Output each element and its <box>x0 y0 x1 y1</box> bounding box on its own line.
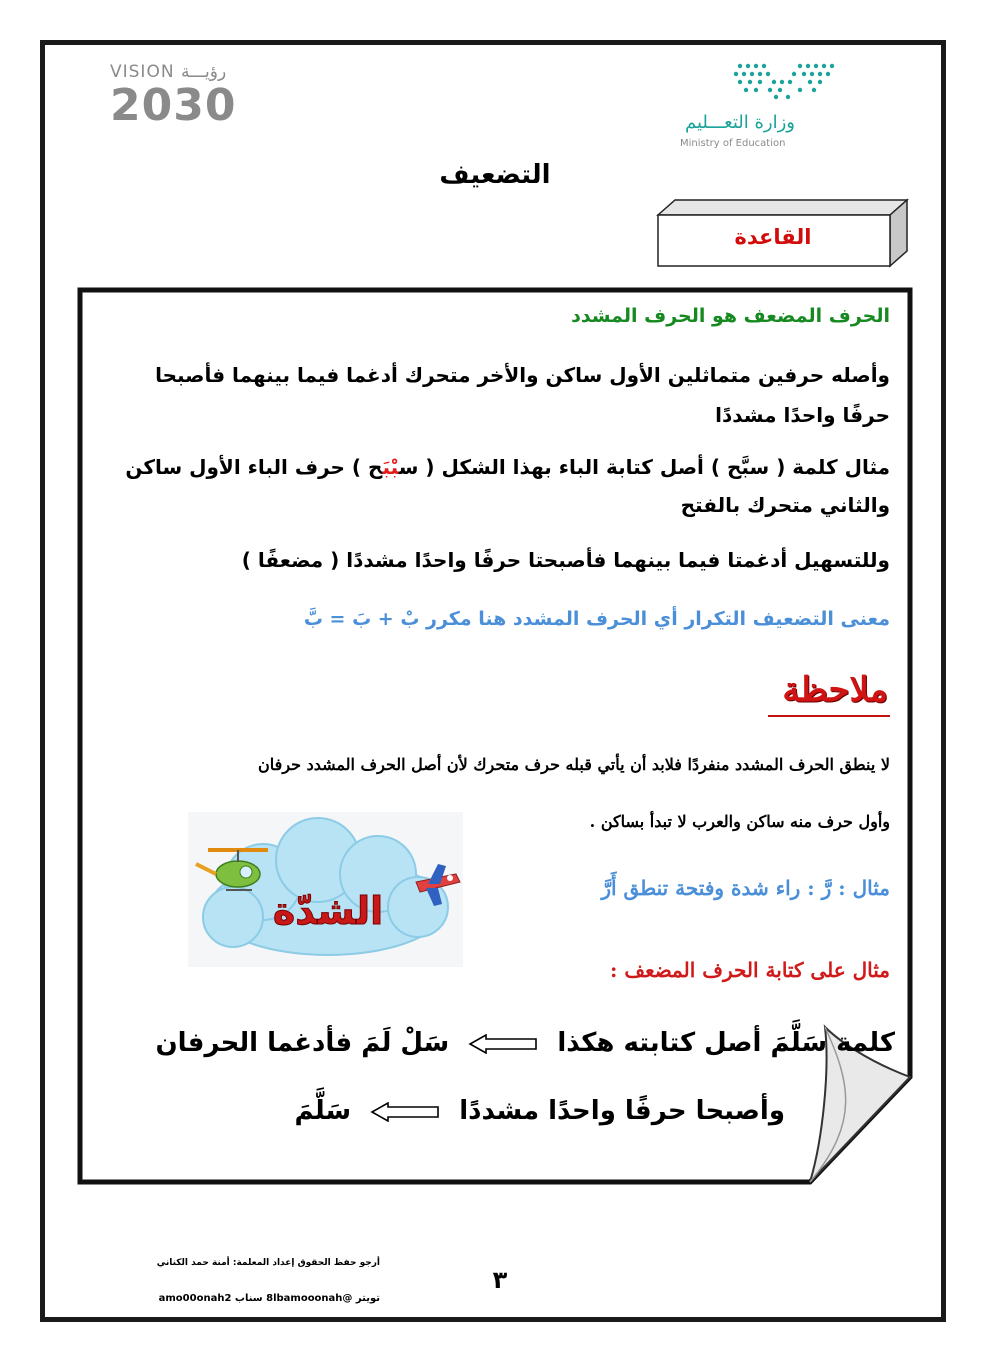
meaning-paragraph: معنى التضعيف التكرار أي الحرف المشدد هنا مكرر بْ + بَ = بَّ <box>303 608 890 630</box>
vision-logo-year: 2030 <box>110 80 237 131</box>
note-line-1: لا ينطق الحرف المشدد منفردًا فلابد أن يأتي قبله حرف متحرك لأن أصل الحرف المشدد حرفان <box>258 755 890 774</box>
example-line-2-part-b: سَلَّمَ <box>294 1096 352 1126</box>
note-line-2: وأول حرف منه ساكن والعرب لا تبدأ بساكن . <box>589 812 890 831</box>
example-line-2 <box>294 1096 785 1126</box>
origin-paragraph: وأصله حرفين متماثلين الأول ساكن والأخر متحرك أدغما فيما بينهما فأصبحا حرفًا واحدًا مشددًا <box>155 363 890 427</box>
example-red-letters: بْبَ <box>382 455 399 479</box>
shadda-cloud-illustration <box>188 812 463 967</box>
example-paragraph <box>108 448 890 524</box>
vision-logo-top-text: VISION رؤيـــة <box>110 62 227 82</box>
example-line-2-part-a: وأصبحا حرفًا واحدًا مشددًا <box>459 1096 785 1126</box>
cloud-icon <box>188 812 463 967</box>
left-arrow-icon <box>370 1102 440 1122</box>
ministry-arabic-name: وزارة التعـــليم <box>684 112 795 133</box>
note-title: ملاحظة <box>782 670 888 710</box>
definition-line: الحرف المضعف هو الحرف المشدد <box>571 305 890 327</box>
example-line-1-part-a: كلمة سَلَّمَ أصل كتابته هكذا <box>557 1028 895 1058</box>
footer-social: تويتر @8lbamooonah سناب amo00onah2 <box>158 1293 380 1304</box>
example-line-1-part-b: سَلْ لَمَ فأدغما الحرفان <box>155 1028 450 1058</box>
note-example-2: مثال على كتابة الحرف المضعف : <box>610 958 890 982</box>
ministry-dots-icon <box>730 60 840 100</box>
ministry-english-name: Ministry of Education <box>680 138 786 149</box>
ministry-of-education-logo <box>680 60 850 155</box>
rule-box <box>655 197 910 269</box>
page-title: التضعيف <box>439 160 551 190</box>
simplify-paragraph: وللتسهيل أدغمتا فيما بينهما فأصبحتا حرفًا واحدًا مشددًا ( مضعفًا ) <box>241 548 890 572</box>
page-number: ٣ <box>492 1266 508 1294</box>
example-part-1: مثال كلمة ( سبَّح ) أصل كتابة الباء بهذا الشكل ( س <box>398 455 890 479</box>
rule-label: القاعدة <box>734 225 812 249</box>
vision-2030-logo <box>110 62 270 132</box>
shadda-word: الشدّة <box>272 889 384 933</box>
note-example-1: مثال : رَّ : راء شدة وفتحة تنطق أَرَّ <box>601 876 890 900</box>
example-line-1 <box>150 1028 895 1058</box>
example-part-2: ح ) حرف الباء الأول ساكن والثاني متحرك بالفتح <box>125 455 890 517</box>
note-underline <box>768 715 890 717</box>
left-arrow-icon <box>468 1034 538 1054</box>
footer-credits: أرجو حفظ الحقوق إعداد المعلمة: أمنة حمد الكناني <box>156 1258 380 1268</box>
